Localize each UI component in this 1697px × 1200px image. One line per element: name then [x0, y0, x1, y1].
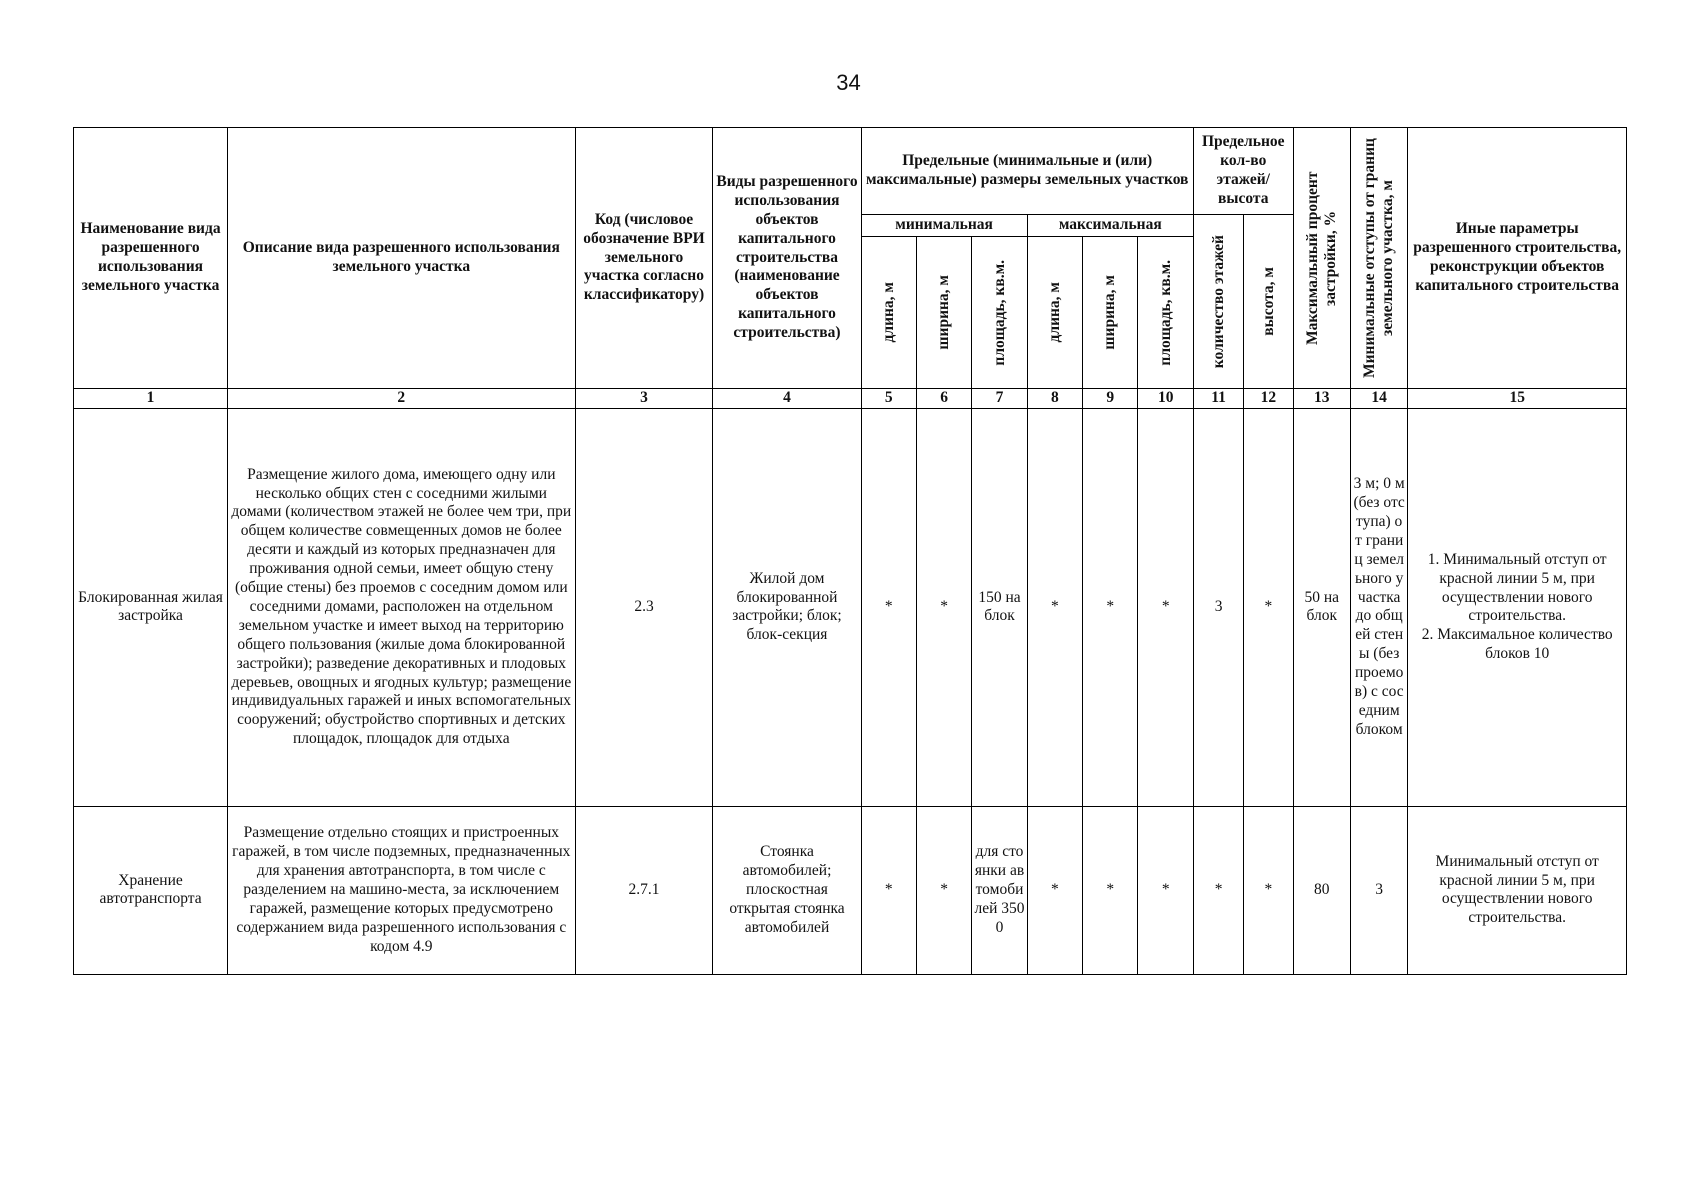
column-number-row: [74, 389, 1627, 409]
header-object-types: Виды разрешенного использования объектов капитального строительства (наименование объектов капитального строительства): [713, 128, 861, 389]
column-number: 5: [861, 389, 916, 409]
column-number: 9: [1083, 389, 1138, 409]
row-min-length: *: [861, 806, 916, 974]
column-number: 11: [1193, 389, 1243, 409]
header-min-setbacks-text: Минимальные отступы от границ земельного участка, м: [1361, 138, 1397, 378]
row-max-percent: 50 на блок: [1293, 408, 1350, 806]
row-max-length: *: [1027, 806, 1082, 974]
row-object-types: Стоянка автомобилей; плоскостная открытая стоянка автомобилей: [713, 806, 861, 974]
header-minimal: минимальная: [861, 215, 1027, 237]
row-other-params: Минимальный отступ от красной линии 5 м, при осуществлении нового строительства.: [1408, 806, 1627, 974]
row-description: Размещение отдельно стоящих и пристроенных гаражей, в том числе подземных, предназначенных для хранения автотранспорта, в том числе с разделением на машино-места, за исключением гаражей, размещение которых предусмотрено содержанием вида разрешенного использования с кодом 4.9: [228, 806, 575, 974]
column-number: 13: [1293, 389, 1350, 409]
row-name: Блокированная жилая застройка: [74, 408, 228, 806]
header-height-text: высота, м: [1259, 267, 1277, 336]
header-min-area-text: площадь, кв.м.: [990, 259, 1008, 366]
table-row: [74, 408, 1627, 806]
header-min-width-text: ширина, м: [935, 275, 953, 350]
row-height: *: [1244, 806, 1293, 974]
row-max-area: *: [1138, 806, 1193, 974]
row-name: Хранение автотранспорта: [74, 806, 228, 974]
header-max-width: [1083, 237, 1138, 389]
row-max-width: *: [1083, 806, 1138, 974]
header-floors-count-text: количество этажей: [1209, 234, 1227, 369]
row-min-width: *: [916, 408, 971, 806]
row-code: 2.7.1: [575, 806, 713, 974]
row-setbacks: 3: [1350, 806, 1407, 974]
row-other-param-item: 2. Максимальное количество блоков 10: [1421, 626, 1613, 663]
header-max-width-text: ширина, м: [1101, 275, 1119, 350]
header-maximal: максимальная: [1027, 215, 1193, 237]
header-max-length: [1027, 237, 1082, 389]
header-max-length-text: длина, м: [1045, 282, 1063, 343]
header-max-percent: [1293, 128, 1350, 389]
header-min-length-text: длина, м: [879, 282, 897, 343]
row-max-width: *: [1083, 408, 1138, 806]
header-max-area: [1138, 237, 1193, 389]
column-number: 8: [1027, 389, 1082, 409]
header-max-area-text: площадь, кв.м.: [1156, 259, 1174, 366]
header-floors-group: Предельное кол-во этажей/ высота: [1193, 128, 1293, 215]
column-number: 12: [1244, 389, 1293, 409]
column-number: 7: [972, 389, 1027, 409]
header-height: [1244, 215, 1293, 389]
regulations-table: [73, 127, 1627, 975]
column-number: 6: [916, 389, 971, 409]
row-max-area: *: [1138, 408, 1193, 806]
header-min-area: [972, 237, 1027, 389]
row-code: 2.3: [575, 408, 713, 806]
column-number: 15: [1408, 389, 1627, 409]
header-min-length: [861, 237, 916, 389]
header-code: Код (числовое обозначение ВРИ земельного участка согласно классификатору): [575, 128, 713, 389]
column-number: 3: [575, 389, 713, 409]
row-description: Размещение жилого дома, имеющего одну или несколько общих стен с соседними жилыми домами (количеством этажей не более чем три, при общем количестве совмещенных домов не более десяти и каждый из которых предназначен для проживания одной семьи, имеет общую стену (общие стены) без проемов с соседним домом или соседними домами, расположен на отдельном земельном участке и имеет выход на территорию общего пользования (жилые дома блокированной застройки); разведение декоративных и плодовых деревьев, овощных и ягодных культур; размещение индивидуальных гаражей и иных вспомогательных сооружений; обустройство спортивных и детских площадок, площадок для отдыха: [228, 408, 575, 806]
column-number: 4: [713, 389, 861, 409]
row-max-length: *: [1027, 408, 1082, 806]
row-height: *: [1244, 408, 1293, 806]
header-min-width: [916, 237, 971, 389]
row-min-area: для стоянки автомобилей 3500: [972, 806, 1027, 974]
header-description: Описание вида разрешенного использования земельного участка: [228, 128, 575, 389]
column-number: 14: [1350, 389, 1407, 409]
header-floors-count: [1193, 215, 1243, 389]
row-object-types: Жилой дом блокированной застройки; блок; блок-секция: [713, 408, 861, 806]
row-max-percent: 80: [1293, 806, 1350, 974]
column-number: 1: [74, 389, 228, 409]
row-min-area: 150 на блок: [972, 408, 1027, 806]
row-floors: *: [1193, 806, 1243, 974]
row-other-params: [1408, 408, 1627, 806]
row-setbacks: 3 м; 0 м (без отступа) от границ земельного участка до общей стены (без проемов) с соседним блоком: [1350, 408, 1407, 806]
header-limits: Предельные (минимальные и (или) максимальные) размеры земельных участков: [861, 128, 1193, 215]
row-min-width: *: [916, 806, 971, 974]
row-min-length: *: [861, 408, 916, 806]
header-min-setbacks: [1350, 128, 1407, 389]
row-other-param-item: 1. Минимальный отступ от красной линии 5 м, при осуществлении нового строительства.: [1427, 550, 1607, 625]
table-row: [74, 806, 1627, 974]
column-number: 2: [228, 389, 575, 409]
header-name: Наименование вида разрешенного использования земельного участка: [74, 128, 228, 389]
row-floors: 3: [1193, 408, 1243, 806]
header-max-percent-text: Максимальный процент застройки, %: [1303, 171, 1339, 345]
header-other-params: Иные параметры разрешенного строительства, реконструкции объектов капитального строительства: [1408, 128, 1627, 389]
page-number: 34: [836, 70, 861, 95]
column-number: 10: [1138, 389, 1193, 409]
